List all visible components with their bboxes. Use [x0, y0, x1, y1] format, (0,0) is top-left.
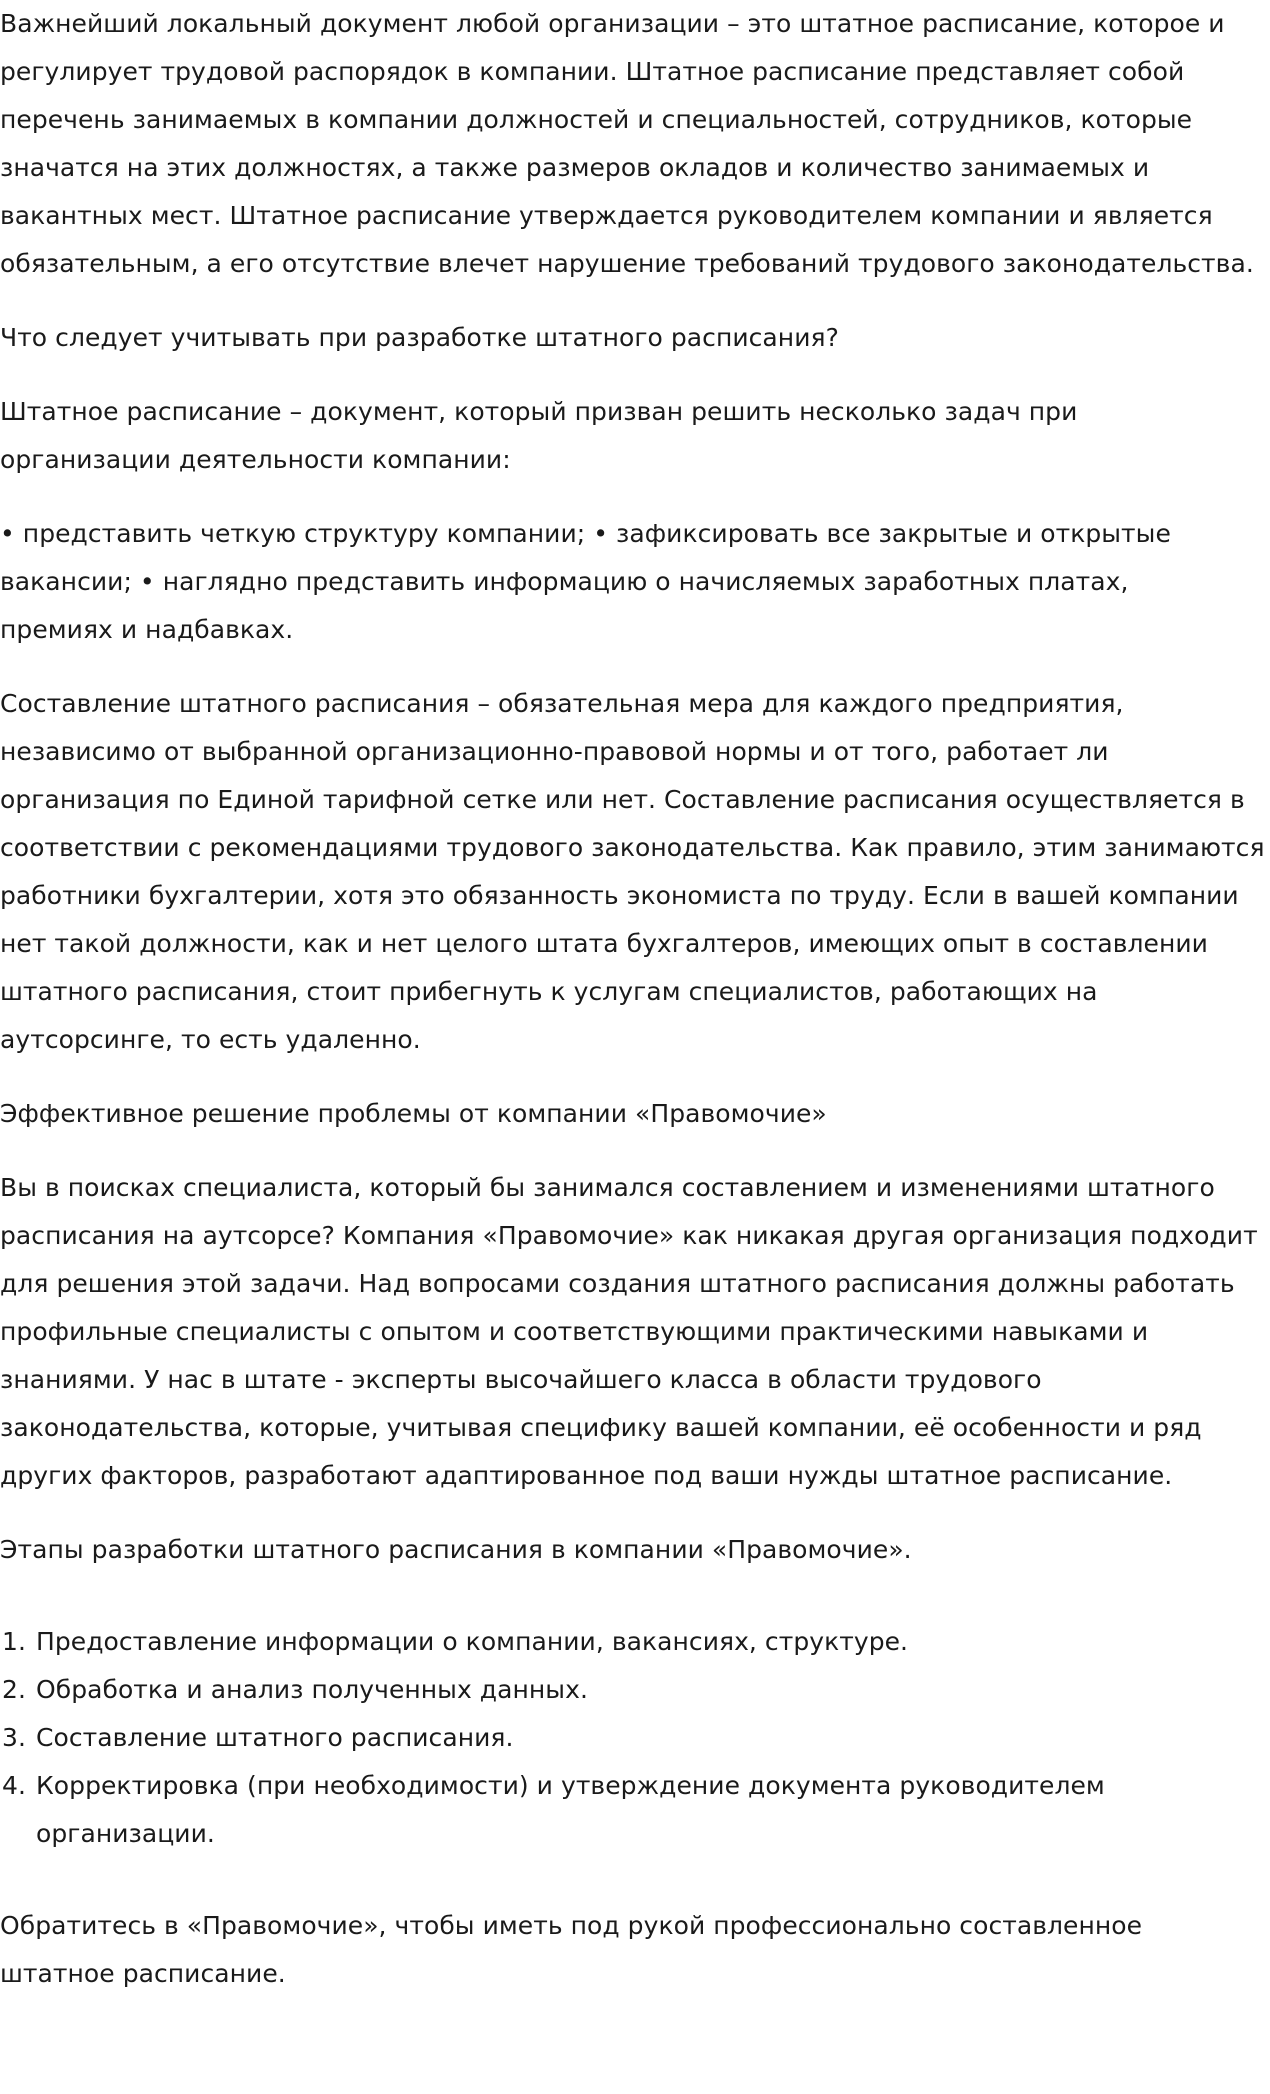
- closing-paragraph: Обратитесь в «Правомочие», чтобы иметь под рукой профессионально составленное штатное расписание.: [0, 1911, 1143, 1988]
- intro-paragraph: Важнейший локальный документ любой организации – это штатное расписание, которое и регулирует трудовой распорядок в компании. Штатное расписание представляет собой перечень занимаемых в компании должностей и специальностей, сотрудников, которые значатся на этих должностях, а также размеров окладов и количество занимаемых и вакантных мест. Штатное расписание утверждается руководителем компании и является обязательным, а его отсутствие влечет нарушение требований трудового законодательства.: [0, 9, 1254, 278]
- stages-list: [0, 1618, 1270, 1858]
- list-item-text: Обработка и анализ полученных данных.: [36, 1675, 588, 1704]
- list-item-number: 1.: [2, 1627, 26, 1656]
- list-item: [0, 1666, 1268, 1714]
- offer-paragraph: Вы в поисках специалиста, который бы занимался составлением и изменениями штатного расписания на аутсорсе? Компания «Правомочие» как никакая другая организация подходит для решения этой задачи. Над вопросами создания штатного расписания должны работать профильные специалисты с опытом и соответствующими практическими навыками и знаниями. У нас в штате - эксперты высочайшего класса в области трудового законодательства, которые, учитывая специфику вашей компании, её особенности и ряд других факторов, разработают адаптированное под ваши нужды штатное расписание.: [0, 1173, 1258, 1490]
- list-item-text: Предоставление информации о компании, вакансиях, структуре.: [36, 1627, 909, 1656]
- list-item: [0, 1762, 1146, 1858]
- list-item: [0, 1714, 1268, 1762]
- list-item-text: Составление штатного расписания.: [36, 1723, 514, 1752]
- list-item-text: Корректировка (при необходимости) и утверждение документа руководителем организации.: [36, 1771, 1105, 1848]
- list-item-number: 2.: [2, 1675, 26, 1704]
- solution-heading: Эффективное решение проблемы от компании «Правомочие»: [0, 1099, 827, 1128]
- list-item: [0, 1618, 1268, 1666]
- stages-heading: Этапы разработки штатного расписания в компании «Правомочие».: [0, 1535, 912, 1564]
- compilation-paragraph: Составление штатного расписания – обязательная мера для каждого предприятия, независимо от выбранной организационно-правовой нормы и от того, работает ли организация по Единой тарифной сетке или нет. Составление расписания осуществляется в соответствии с рекомендациями трудового законодательства. Как правило, этим занимаются работники бухгалтерии, хотя это обязанность экономиста по труду. Если в вашей компании нет такой должности, как и нет целого штата бухгалтеров, имеющих опыт в составлении штатного расписания, стоит прибегнуть к услугам специалистов, работающих на аутсорсинге, то есть удаленно.: [0, 689, 1265, 1054]
- list-item-number: 4.: [2, 1771, 26, 1800]
- question-heading: Что следует учитывать при разработке штатного расписания?: [0, 323, 839, 352]
- tasks-intro-paragraph: Штатное расписание – документ, который призван решить несколько задач при организации деятельности компании:: [0, 397, 1078, 474]
- list-item-number: 3.: [2, 1723, 26, 1752]
- tasks-bullets-paragraph: • представить четкую структуру компании; • зафиксировать все закрытые и открытые вакансии; • наглядно представить информацию о начисляемых заработных платах, премиях и надбавках.: [0, 519, 1171, 644]
